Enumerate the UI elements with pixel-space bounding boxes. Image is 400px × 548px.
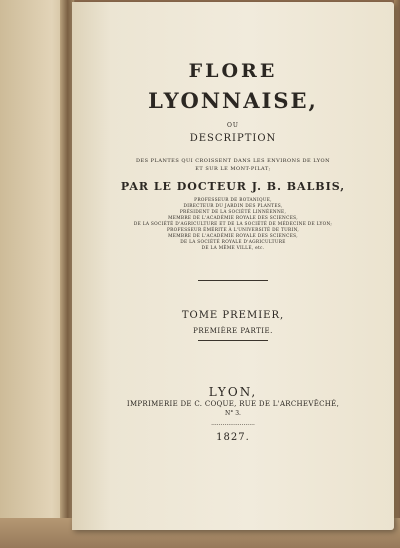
partie-heading: PREMIÈRE PARTIE. [193,327,273,335]
title-line-1: FLORE [188,60,278,82]
credential-line: PROFESSEUR ÉMÉRITE À L'UNIVERSITÉ DE TURIN, [166,228,300,233]
rule-bottom [198,340,268,341]
title-page [72,2,394,530]
conjunction-ou: OU [227,122,239,129]
credential-line: DIRECTEUR DU JARDIN DES PLANTES, [183,204,283,209]
book-edge [394,0,400,548]
address-number: N° 3. [225,410,241,417]
subtitle-line-1: DES PLANTES QUI CROISSENT DANS LES ENVIRONS DE LYON [136,158,330,164]
printer-line: IMPRIMERIE DE C. COQUE, RUE DE L'ARCHEVÊCHÉ, [126,400,340,408]
author-line: PAR LE DOCTEUR J. B. BALBIS, [120,180,346,193]
credential-line: DE LA MÊME VILLE, etc. [201,246,265,251]
ornament-divider: ······················· [211,422,255,429]
credential-line: DE LA SOCIÉTÉ D'AGRICULTURE ET DE LA SOCIÉTÉ DE MÉDECINE DE LYON; [133,222,333,227]
credential-line: PRÉSIDENT DE LA SOCIÉTÉ LINNÉENNE, [179,210,287,215]
publication-year: 1827. [216,432,250,443]
credential-line: DE LA SOCIÉTÉ ROYALE D'AGRICULTURE [180,240,286,245]
title-line-2: LYONNAISE, [148,88,318,113]
tome-heading: TOME PREMIER, [181,310,285,321]
description-heading: DESCRIPTION [189,133,277,144]
city-name: LYON, [208,385,258,399]
subtitle-line-2: ET SUR LE MONT-PILAT; [195,166,271,172]
rule-top [198,280,268,281]
credential-line: MEMBRE DE L'ACADÉMIE ROYALE DES SCIENCES, [168,216,298,221]
credential-line: PROFESSEUR DE BOTANIQUE, [194,198,272,203]
credential-line: MEMBRE DE L'ACADÉMIE ROYALE DES SCIENCES, [168,234,298,239]
